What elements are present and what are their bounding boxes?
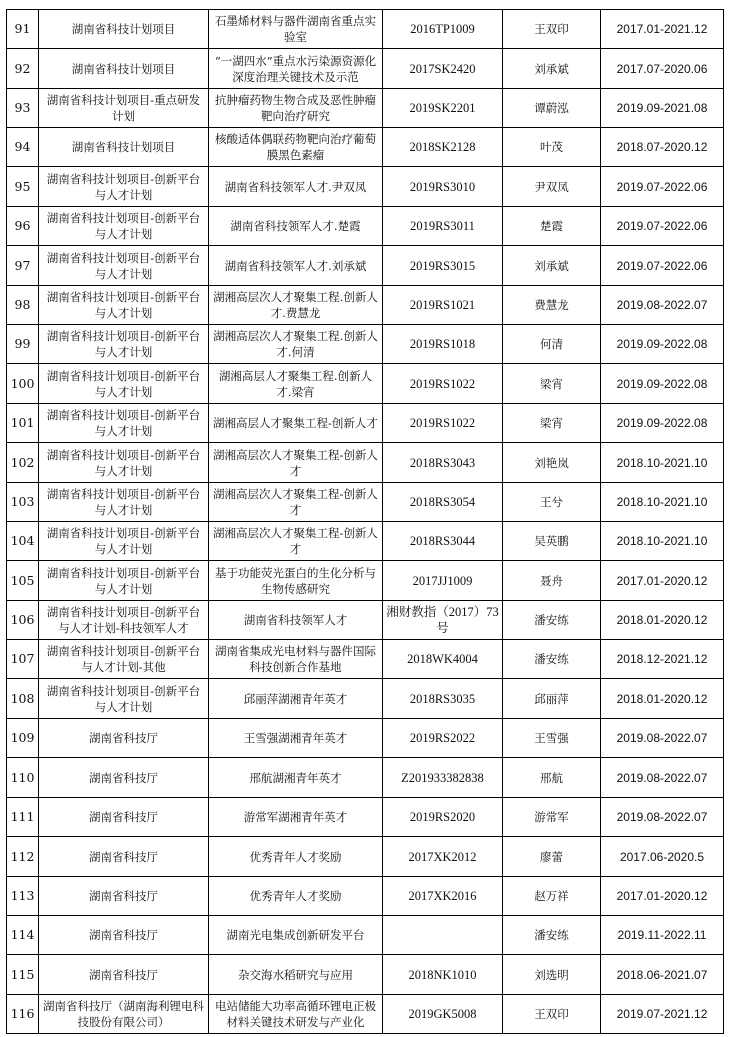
project-code: 2017SK2420 <box>383 49 503 89</box>
project-name: 抗肿瘤药物生物合成及恶性肿瘤靶向治疗研究 <box>209 89 383 128</box>
project-name: 湖湘高层人才聚集工程.创新人才.梁宵 <box>209 364 383 404</box>
project-code: 2018RS3054 <box>383 483 503 522</box>
project-code: 2019RS1022 <box>383 404 503 443</box>
funding-source: 湖南省科技计划项目-创新平台与人才计划 <box>39 443 209 483</box>
project-name: 电站储能大功率高循环锂电正极材料关键技术研发与产业化 <box>209 995 383 1034</box>
project-code: 2019RS1018 <box>383 325 503 364</box>
project-name: 基于功能荧光蛋白的生化分析与生物传感研究 <box>209 561 383 601</box>
project-code: 2019RS2022 <box>383 719 503 758</box>
table-row <box>7 443 724 483</box>
project-code: 2018WK4004 <box>383 640 503 679</box>
project-name: 湖南省科技领军人才.尹双凤 <box>209 167 383 207</box>
funding-source: 湖南省科技厅 <box>39 758 209 798</box>
funding-source: 湖南省科技计划项目-创新平台与人才计划 <box>39 246 209 286</box>
project-name: 湖湘高层次人才聚集工程.创新人才.何清 <box>209 325 383 364</box>
project-name: 优秀青年人才奖励 <box>209 877 383 916</box>
table-row <box>7 522 724 561</box>
table-row <box>7 286 724 325</box>
funding-source: 湖南省科技厅 <box>39 955 209 995</box>
project-period: 2019.07-2022.06 <box>601 246 724 286</box>
table-row <box>7 601 724 640</box>
project-code: 2017XK2012 <box>383 837 503 877</box>
row-number: 95 <box>7 167 39 207</box>
principal-investigator: 尹双凤 <box>503 167 601 207</box>
principal-investigator: 聂舟 <box>503 561 601 601</box>
project-period: 2019.08-2022.07 <box>601 719 724 758</box>
table-row <box>7 640 724 679</box>
principal-investigator: 刘承斌 <box>503 246 601 286</box>
principal-investigator: 王兮 <box>503 483 601 522</box>
table-row <box>7 719 724 758</box>
table-row <box>7 837 724 877</box>
funding-source: 湖南省科技计划项目-创新平台与人才计划 <box>39 522 209 561</box>
principal-investigator: 赵万祥 <box>503 877 601 916</box>
project-code: 2018RS3044 <box>383 522 503 561</box>
funding-source: 湖南省科技计划项目-重点研发计划 <box>39 89 209 128</box>
project-code <box>383 916 503 955</box>
table-row <box>7 246 724 286</box>
table-row <box>7 49 724 89</box>
table-row <box>7 325 724 364</box>
project-table <box>6 9 724 1034</box>
funding-source: 湖南省科技计划项目-创新平台与人才计划 <box>39 167 209 207</box>
project-name: 湖南省科技领军人才 <box>209 601 383 640</box>
project-table-body <box>7 10 724 1034</box>
project-code: 2017JJ1009 <box>383 561 503 601</box>
project-period: 2019.07-2022.06 <box>601 207 724 246</box>
table-row <box>7 128 724 167</box>
project-name: 湖湘高层次人才聚集工程-创新人才 <box>209 483 383 522</box>
table-row <box>7 89 724 128</box>
project-name: “一湖四水”重点水污染源资源化深度治理关键技术及示范 <box>209 49 383 89</box>
principal-investigator: 王双印 <box>503 10 601 49</box>
project-period: 2019.11-2022.11 <box>601 916 724 955</box>
table-row <box>7 167 724 207</box>
table-row <box>7 10 724 49</box>
funding-source: 湖南省科技计划项目-创新平台与人才计划 <box>39 207 209 246</box>
funding-source: 湖南省科技计划项目 <box>39 128 209 167</box>
row-number: 106 <box>7 601 39 640</box>
funding-source: 湖南省科技厅 <box>39 798 209 837</box>
principal-investigator: 刘选明 <box>503 955 601 995</box>
project-period: 2019.08-2022.07 <box>601 758 724 798</box>
project-name: 核酸适体偶联药物靶向治疗葡萄膜黑色素瘤 <box>209 128 383 167</box>
principal-investigator: 游常军 <box>503 798 601 837</box>
project-code: 2019RS3010 <box>383 167 503 207</box>
principal-investigator: 费慧龙 <box>503 286 601 325</box>
row-number: 113 <box>7 877 39 916</box>
funding-source: 湖南省科技计划项目-创新平台与人才计划 <box>39 483 209 522</box>
project-period: 2019.08-2022.07 <box>601 286 724 325</box>
principal-investigator: 刘艳岚 <box>503 443 601 483</box>
project-period: 2019.09-2022.08 <box>601 404 724 443</box>
row-number: 115 <box>7 955 39 995</box>
project-period: 2019.09-2022.08 <box>601 325 724 364</box>
principal-investigator: 王双印 <box>503 995 601 1034</box>
project-code: 2018RS3043 <box>383 443 503 483</box>
project-code: 2019RS1021 <box>383 286 503 325</box>
table-row <box>7 995 724 1034</box>
row-number: 100 <box>7 364 39 404</box>
project-code: 2016TP1009 <box>383 10 503 49</box>
project-code: 2018NK1010 <box>383 955 503 995</box>
funding-source: 湖南省科技计划项目-创新平台与人才计划 <box>39 404 209 443</box>
row-number: 114 <box>7 916 39 955</box>
project-period: 2018.10-2021.10 <box>601 483 724 522</box>
project-period: 2017.06-2020.5 <box>601 837 724 877</box>
project-period: 2018.12-2021.12 <box>601 640 724 679</box>
project-period: 2018.10-2021.10 <box>601 522 724 561</box>
row-number: 105 <box>7 561 39 601</box>
project-code: 湘财教指（2017）73号 <box>383 601 503 640</box>
row-number: 110 <box>7 758 39 798</box>
project-name: 邱丽萍湖湘青年英才 <box>209 679 383 719</box>
project-period: 2017.01-2020.12 <box>601 877 724 916</box>
funding-source: 湖南省科技计划项目-创新平台与人才计划 <box>39 286 209 325</box>
funding-source: 湖南省科技厅 <box>39 916 209 955</box>
row-number: 112 <box>7 837 39 877</box>
table-row <box>7 679 724 719</box>
funding-source: 湖南省科技计划项目 <box>39 49 209 89</box>
project-name: 游常军湖湘青年英才 <box>209 798 383 837</box>
funding-source: 湖南省科技计划项目-创新平台与人才计划 <box>39 679 209 719</box>
row-number: 116 <box>7 995 39 1034</box>
project-code: 2019RS3015 <box>383 246 503 286</box>
project-name: 湖湘高层次人才聚集工程-创新人才 <box>209 443 383 483</box>
row-number: 102 <box>7 443 39 483</box>
principal-investigator: 廖蕾 <box>503 837 601 877</box>
table-row <box>7 561 724 601</box>
project-period: 2018.06-2021.07 <box>601 955 724 995</box>
funding-source: 湖南省科技计划项目-创新平台与人才计划 <box>39 561 209 601</box>
principal-investigator: 梁宵 <box>503 404 601 443</box>
principal-investigator: 潘安练 <box>503 640 601 679</box>
project-period: 2019.07-2022.06 <box>601 167 724 207</box>
funding-source: 湖南省科技计划项目 <box>39 10 209 49</box>
row-number: 107 <box>7 640 39 679</box>
row-number: 91 <box>7 10 39 49</box>
funding-source: 湖南省科技厅 <box>39 837 209 877</box>
project-code: 2018SK2128 <box>383 128 503 167</box>
table-row <box>7 758 724 798</box>
principal-investigator: 邢航 <box>503 758 601 798</box>
principal-investigator: 潘安练 <box>503 916 601 955</box>
table-row <box>7 877 724 916</box>
project-period: 2018.07-2020.12 <box>601 128 724 167</box>
project-period: 2019.07-2021.12 <box>601 995 724 1034</box>
project-name: 湖南省集成光电材料与器件国际科技创新合作基地 <box>209 640 383 679</box>
project-period: 2018.10-2021.10 <box>601 443 724 483</box>
funding-source: 湖南省科技计划项目-创新平台与人才计划 <box>39 364 209 404</box>
project-name: 湖南省科技领军人才.楚霞 <box>209 207 383 246</box>
funding-source: 湖南省科技厅 <box>39 719 209 758</box>
project-name: 湖湘高层次人才聚集工程.创新人才.费慧龙 <box>209 286 383 325</box>
project-period: 2017.07-2020.06 <box>601 49 724 89</box>
project-period: 2017.01-2020.12 <box>601 561 724 601</box>
project-name: 湖湘高层人才聚集工程-创新人才 <box>209 404 383 443</box>
row-number: 99 <box>7 325 39 364</box>
table-row <box>7 207 724 246</box>
project-name: 湖南光电集成创新研发平台 <box>209 916 383 955</box>
funding-source: 湖南省科技厅 <box>39 877 209 916</box>
project-name: 邢航湖湘青年英才 <box>209 758 383 798</box>
principal-investigator: 王雪强 <box>503 719 601 758</box>
principal-investigator: 潘安练 <box>503 601 601 640</box>
funding-source: 湖南省科技厅（湖南海利锂电科技股份有限公司） <box>39 995 209 1034</box>
row-number: 108 <box>7 679 39 719</box>
row-number: 98 <box>7 286 39 325</box>
project-code: 2019GK5008 <box>383 995 503 1034</box>
project-code: Z201933382838 <box>383 758 503 798</box>
project-name: 石墨烯材料与器件湖南省重点实验室 <box>209 10 383 49</box>
table-row <box>7 955 724 995</box>
row-number: 104 <box>7 522 39 561</box>
principal-investigator: 谭蔚泓 <box>503 89 601 128</box>
project-name: 杂交海水稻研究与应用 <box>209 955 383 995</box>
principal-investigator: 邱丽萍 <box>503 679 601 719</box>
funding-source: 湖南省科技计划项目-创新平台与人才计划-其他 <box>39 640 209 679</box>
funding-source: 湖南省科技计划项目-创新平台与人才计划 <box>39 325 209 364</box>
project-period: 2019.08-2022.07 <box>601 798 724 837</box>
project-period: 2019.09-2022.08 <box>601 364 724 404</box>
table-row <box>7 916 724 955</box>
principal-investigator: 吴英鹏 <box>503 522 601 561</box>
row-number: 94 <box>7 128 39 167</box>
row-number: 96 <box>7 207 39 246</box>
principal-investigator: 何清 <box>503 325 601 364</box>
row-number: 111 <box>7 798 39 837</box>
table-row <box>7 364 724 404</box>
project-name: 湖南省科技领军人才.刘承斌 <box>209 246 383 286</box>
project-code: 2019RS1022 <box>383 364 503 404</box>
project-code: 2019SK2201 <box>383 89 503 128</box>
project-period: 2019.09-2021.08 <box>601 89 724 128</box>
principal-investigator: 刘承斌 <box>503 49 601 89</box>
project-code: 2019RS2020 <box>383 798 503 837</box>
project-period: 2018.01-2020.12 <box>601 679 724 719</box>
row-number: 97 <box>7 246 39 286</box>
table-row <box>7 404 724 443</box>
project-name: 优秀青年人才奖励 <box>209 837 383 877</box>
table-row <box>7 483 724 522</box>
project-name: 湖湘高层次人才聚集工程-创新人才 <box>209 522 383 561</box>
project-code: 2018RS3035 <box>383 679 503 719</box>
project-period: 2017.01-2021.12 <box>601 10 724 49</box>
table-row <box>7 798 724 837</box>
row-number: 92 <box>7 49 39 89</box>
row-number: 103 <box>7 483 39 522</box>
principal-investigator: 梁宵 <box>503 364 601 404</box>
project-period: 2018.01-2020.12 <box>601 601 724 640</box>
row-number: 93 <box>7 89 39 128</box>
funding-source: 湖南省科技计划项目-创新平台与人才计划-科技领军人才 <box>39 601 209 640</box>
row-number: 109 <box>7 719 39 758</box>
principal-investigator: 楚霞 <box>503 207 601 246</box>
project-name: 王雪强湖湘青年英才 <box>209 719 383 758</box>
project-code: 2019RS3011 <box>383 207 503 246</box>
row-number: 101 <box>7 404 39 443</box>
project-code: 2017XK2016 <box>383 877 503 916</box>
principal-investigator: 叶茂 <box>503 128 601 167</box>
